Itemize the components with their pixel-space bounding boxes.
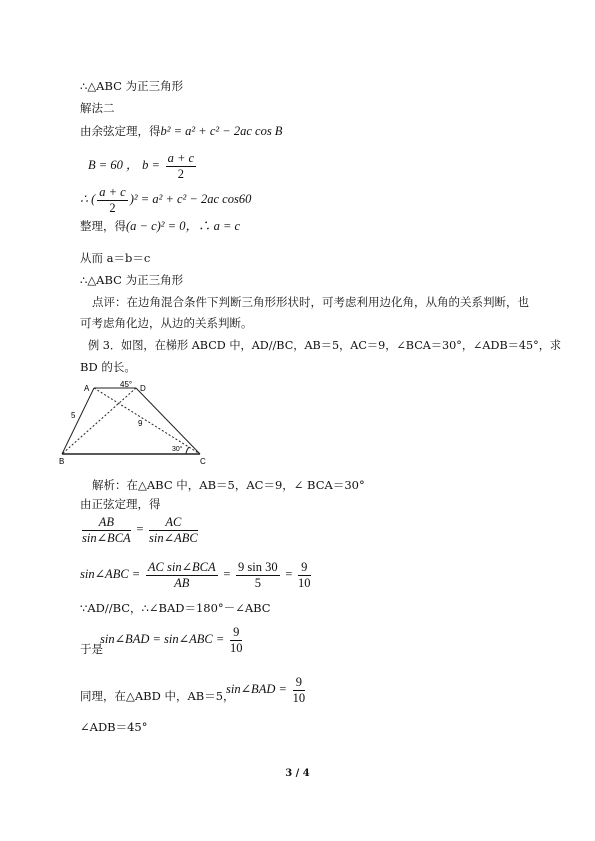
- similarly-line: 同理，在△ABD 中，AB＝5，: [80, 689, 235, 703]
- ac-sin-bca-over-ab: [146, 560, 218, 591]
- fraction-numerator: 9: [293, 675, 306, 691]
- page-number: 3 / 4: [285, 768, 310, 779]
- comment-line-2: 可考虑角化边，从边的关系判断。: [80, 316, 253, 330]
- fraction-numerator: AB: [82, 515, 131, 531]
- equals-sign: =: [285, 567, 293, 581]
- diagonal-bd: [62, 388, 136, 454]
- fraction-numerator: AC sin∠BCA: [147, 559, 216, 574]
- fraction-denominator: 5: [254, 575, 261, 590]
- conclusion-equilateral-1: ∴△ABC 为正三角形: [80, 79, 184, 93]
- nine-tenths-fraction: [293, 675, 306, 706]
- fraction-denominator: 10: [298, 575, 311, 590]
- example-3-problem: 例 3．如图，在梯形 ABCD 中，AD//BC，AB＝5，AC＝9，∠BCA＝30°，∠ADB＝45°，求: [88, 339, 562, 352]
- sin-abc-lhs: sin∠ABC =: [80, 567, 141, 581]
- vertex-d-label: D: [140, 384, 146, 393]
- angle-adb-label: 45°: [120, 380, 133, 389]
- simplify-equation: (a − c)² = 0: [126, 219, 186, 233]
- trapezoid-figure: [58, 378, 213, 466]
- half-sum-fraction: [166, 151, 196, 182]
- angle-adb-line: ∠ADB＝45°: [80, 720, 148, 734]
- fraction-numerator: 9: [298, 560, 311, 576]
- angle-c-arc: [186, 447, 189, 454]
- therefore-label: 于是: [80, 642, 103, 656]
- sin-bad-lhs: sin∠BAD = sin∠ABC =: [100, 632, 225, 646]
- sin-bad-equation: [100, 622, 244, 656]
- fraction-denominator: AB: [174, 575, 190, 590]
- sin-bad-lhs: sin∠BAD =: [226, 682, 287, 696]
- simplify-line: [80, 218, 240, 234]
- fraction-denominator: 10: [229, 640, 243, 655]
- nine-tenths-fraction: [230, 625, 243, 656]
- vertex-c-label: C: [200, 457, 206, 466]
- side-cd: [136, 388, 200, 454]
- therefore-open: ∴ (: [80, 192, 96, 206]
- fraction-numerator: a + c: [99, 184, 126, 199]
- b-equals: b =: [142, 158, 160, 172]
- angle-c-label: 30°: [172, 446, 183, 453]
- vertex-a-label: A: [84, 384, 90, 393]
- cosine-law-formula: b² = a² + c² − 2ac cos B: [160, 124, 283, 138]
- fraction-numerator: 9 sin 30: [238, 559, 278, 574]
- side-ab: [62, 388, 94, 454]
- side-ab-label: 5: [71, 411, 76, 420]
- sine-law-label: 由正弦定理，得: [80, 497, 161, 511]
- conclusion-equilateral-2: ∴△ABC 为正三角形: [80, 273, 184, 287]
- sine-law-equation: [80, 512, 200, 546]
- sin-bad-repeat: [226, 672, 307, 706]
- solution-intro: 解析：在△ABC 中，AB＝5，AC＝9，∠ BCA＝30°: [92, 478, 365, 492]
- cosine-law-label: 由余弦定理，得: [80, 124, 161, 138]
- comment-line-1: 点评：在边角混合条件下判断三角形形状时，可考虑利用边化角，从角的关系判断，也: [92, 295, 529, 309]
- parallel-angle-line: ∵AD//BC，∴∠BAD＝180°－∠ABC: [80, 601, 271, 615]
- ac-over-sin-abc: [149, 515, 198, 546]
- fraction-denominator: 2: [109, 200, 116, 215]
- equals-sign: =: [136, 522, 144, 536]
- fraction-denominator: 2: [177, 166, 184, 181]
- sin-abc-computation: [80, 557, 313, 591]
- nine-tenths-fraction: [298, 560, 311, 591]
- fraction-numerator: a + c: [167, 150, 195, 165]
- equals-sign: =: [223, 567, 231, 581]
- cosine-law-line: [80, 123, 282, 139]
- given-values-line: [88, 148, 198, 182]
- fraction-denominator: 10: [292, 690, 306, 705]
- substitution-fraction: [97, 185, 127, 216]
- diagonal-ac: [94, 388, 200, 454]
- simplify-result: ，∴ a = c: [185, 219, 241, 233]
- fraction-denominator: sin∠ABC: [149, 530, 198, 545]
- method-two-heading: 解法二: [80, 101, 115, 115]
- simplify-label: 整理，得: [80, 219, 126, 233]
- nine-sin30-over-5: [236, 560, 280, 591]
- side-ac-label: 9: [138, 419, 143, 428]
- fraction-numerator: AC: [149, 515, 198, 531]
- substitution-rhs: )² = a² + c² − 2ac cos60: [129, 192, 252, 206]
- equal-sides-line: 从而 a＝b＝c: [80, 251, 151, 265]
- ab-over-sin-bca: [82, 515, 131, 546]
- fraction-numerator: 9: [230, 625, 243, 641]
- example-3-problem-end: BD 的长。: [80, 360, 136, 374]
- fraction-denominator: sin∠BCA: [82, 530, 131, 545]
- substitution-line: [80, 182, 251, 216]
- angle-b-value: B = 60 ，: [88, 158, 139, 172]
- vertex-b-label: B: [59, 457, 65, 466]
